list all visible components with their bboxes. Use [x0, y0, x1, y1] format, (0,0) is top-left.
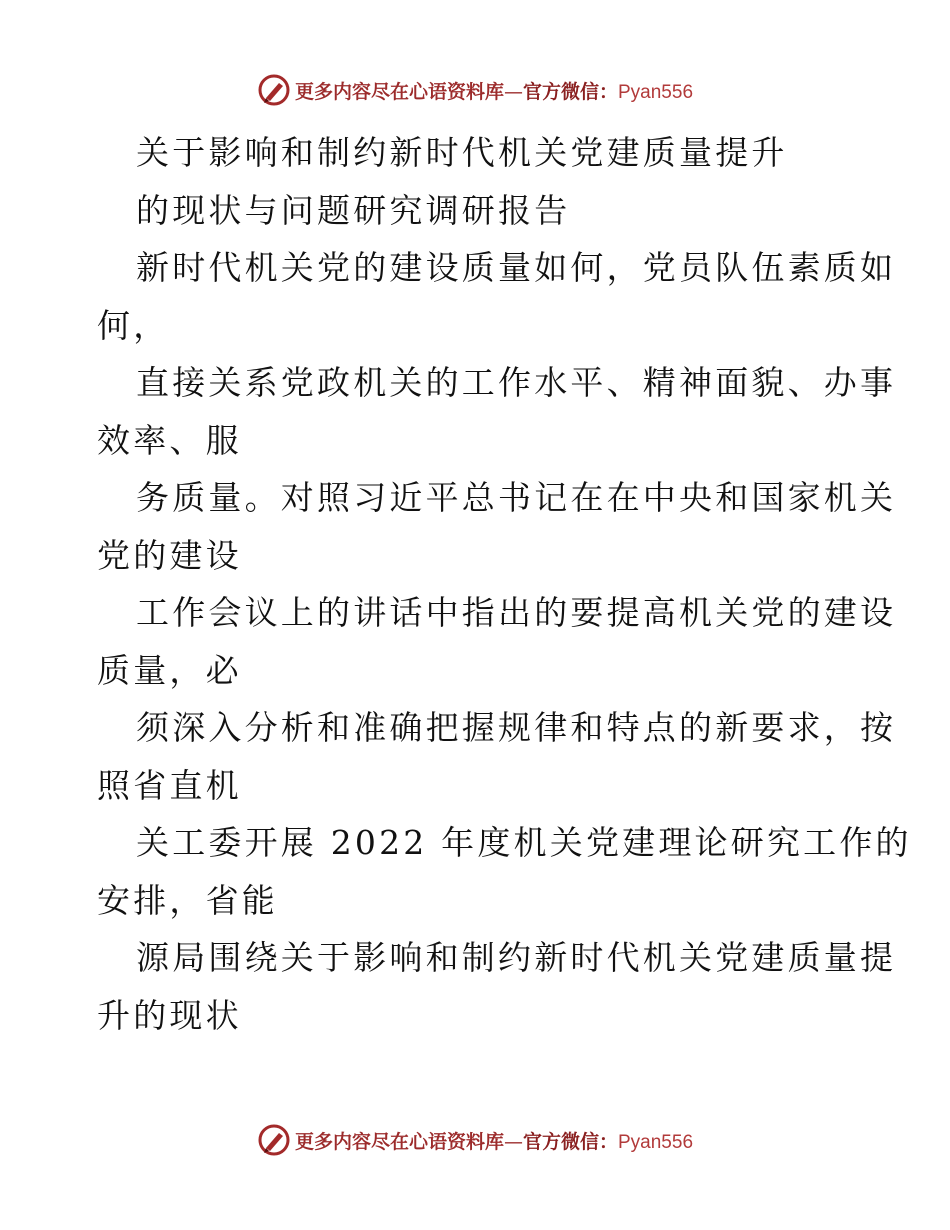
text-line: 关于影响和制约新时代机关党建质量提升 — [136, 133, 788, 172]
text-line: 党的建设 — [97, 535, 242, 575]
text-line: 工作会议上的讲话中指出的要提高机关党的建设 — [136, 593, 897, 632]
text-line: 务质量。对照习近平总书记在在中央和国家机关 — [136, 478, 897, 517]
header-banner — [0, 70, 950, 110]
banner-text: 更多内容尽在心语资料库 — [294, 80, 504, 103]
document-body — [97, 124, 912, 1044]
text-line: 效率、服 — [97, 420, 242, 460]
banner-separator: — — [503, 1130, 523, 1153]
text-line: 何， — [97, 305, 170, 345]
text-line: 质量，必 — [97, 650, 242, 690]
pen-logo-icon — [257, 73, 291, 107]
banner-wechat-code: Pyan556 — [618, 81, 694, 103]
text-line: 源局围绕关于影响和制约新时代机关党建质量提 — [136, 938, 897, 977]
banner-suffix: 官方微信： — [522, 80, 618, 103]
text-line: 安排，省能 — [97, 880, 278, 920]
text-line: 直接关系党政机关的工作水平、精神面貌、办事 — [136, 363, 897, 402]
banner-suffix: 官方微信： — [522, 1130, 618, 1153]
text-line: 新时代机关党的建设质量如何，党员队伍素质如 — [136, 248, 897, 287]
banner-text: 更多内容尽在心语资料库 — [294, 1130, 504, 1153]
text-line: 关工委开展 2022 年度机关党建理论研究工作的 — [136, 823, 912, 862]
text-line: 升的现状 — [97, 995, 242, 1035]
text-line: 的现状与问题研究调研报告 — [136, 190, 571, 230]
banner-separator: — — [503, 80, 523, 103]
banner-wechat-code: Pyan556 — [618, 1131, 694, 1153]
text-line: 照省直机 — [97, 765, 242, 805]
footer-banner — [0, 1120, 950, 1160]
text-line: 须深入分析和准确把握规律和特点的新要求，按 — [136, 708, 897, 747]
pen-logo-icon — [257, 1123, 291, 1157]
